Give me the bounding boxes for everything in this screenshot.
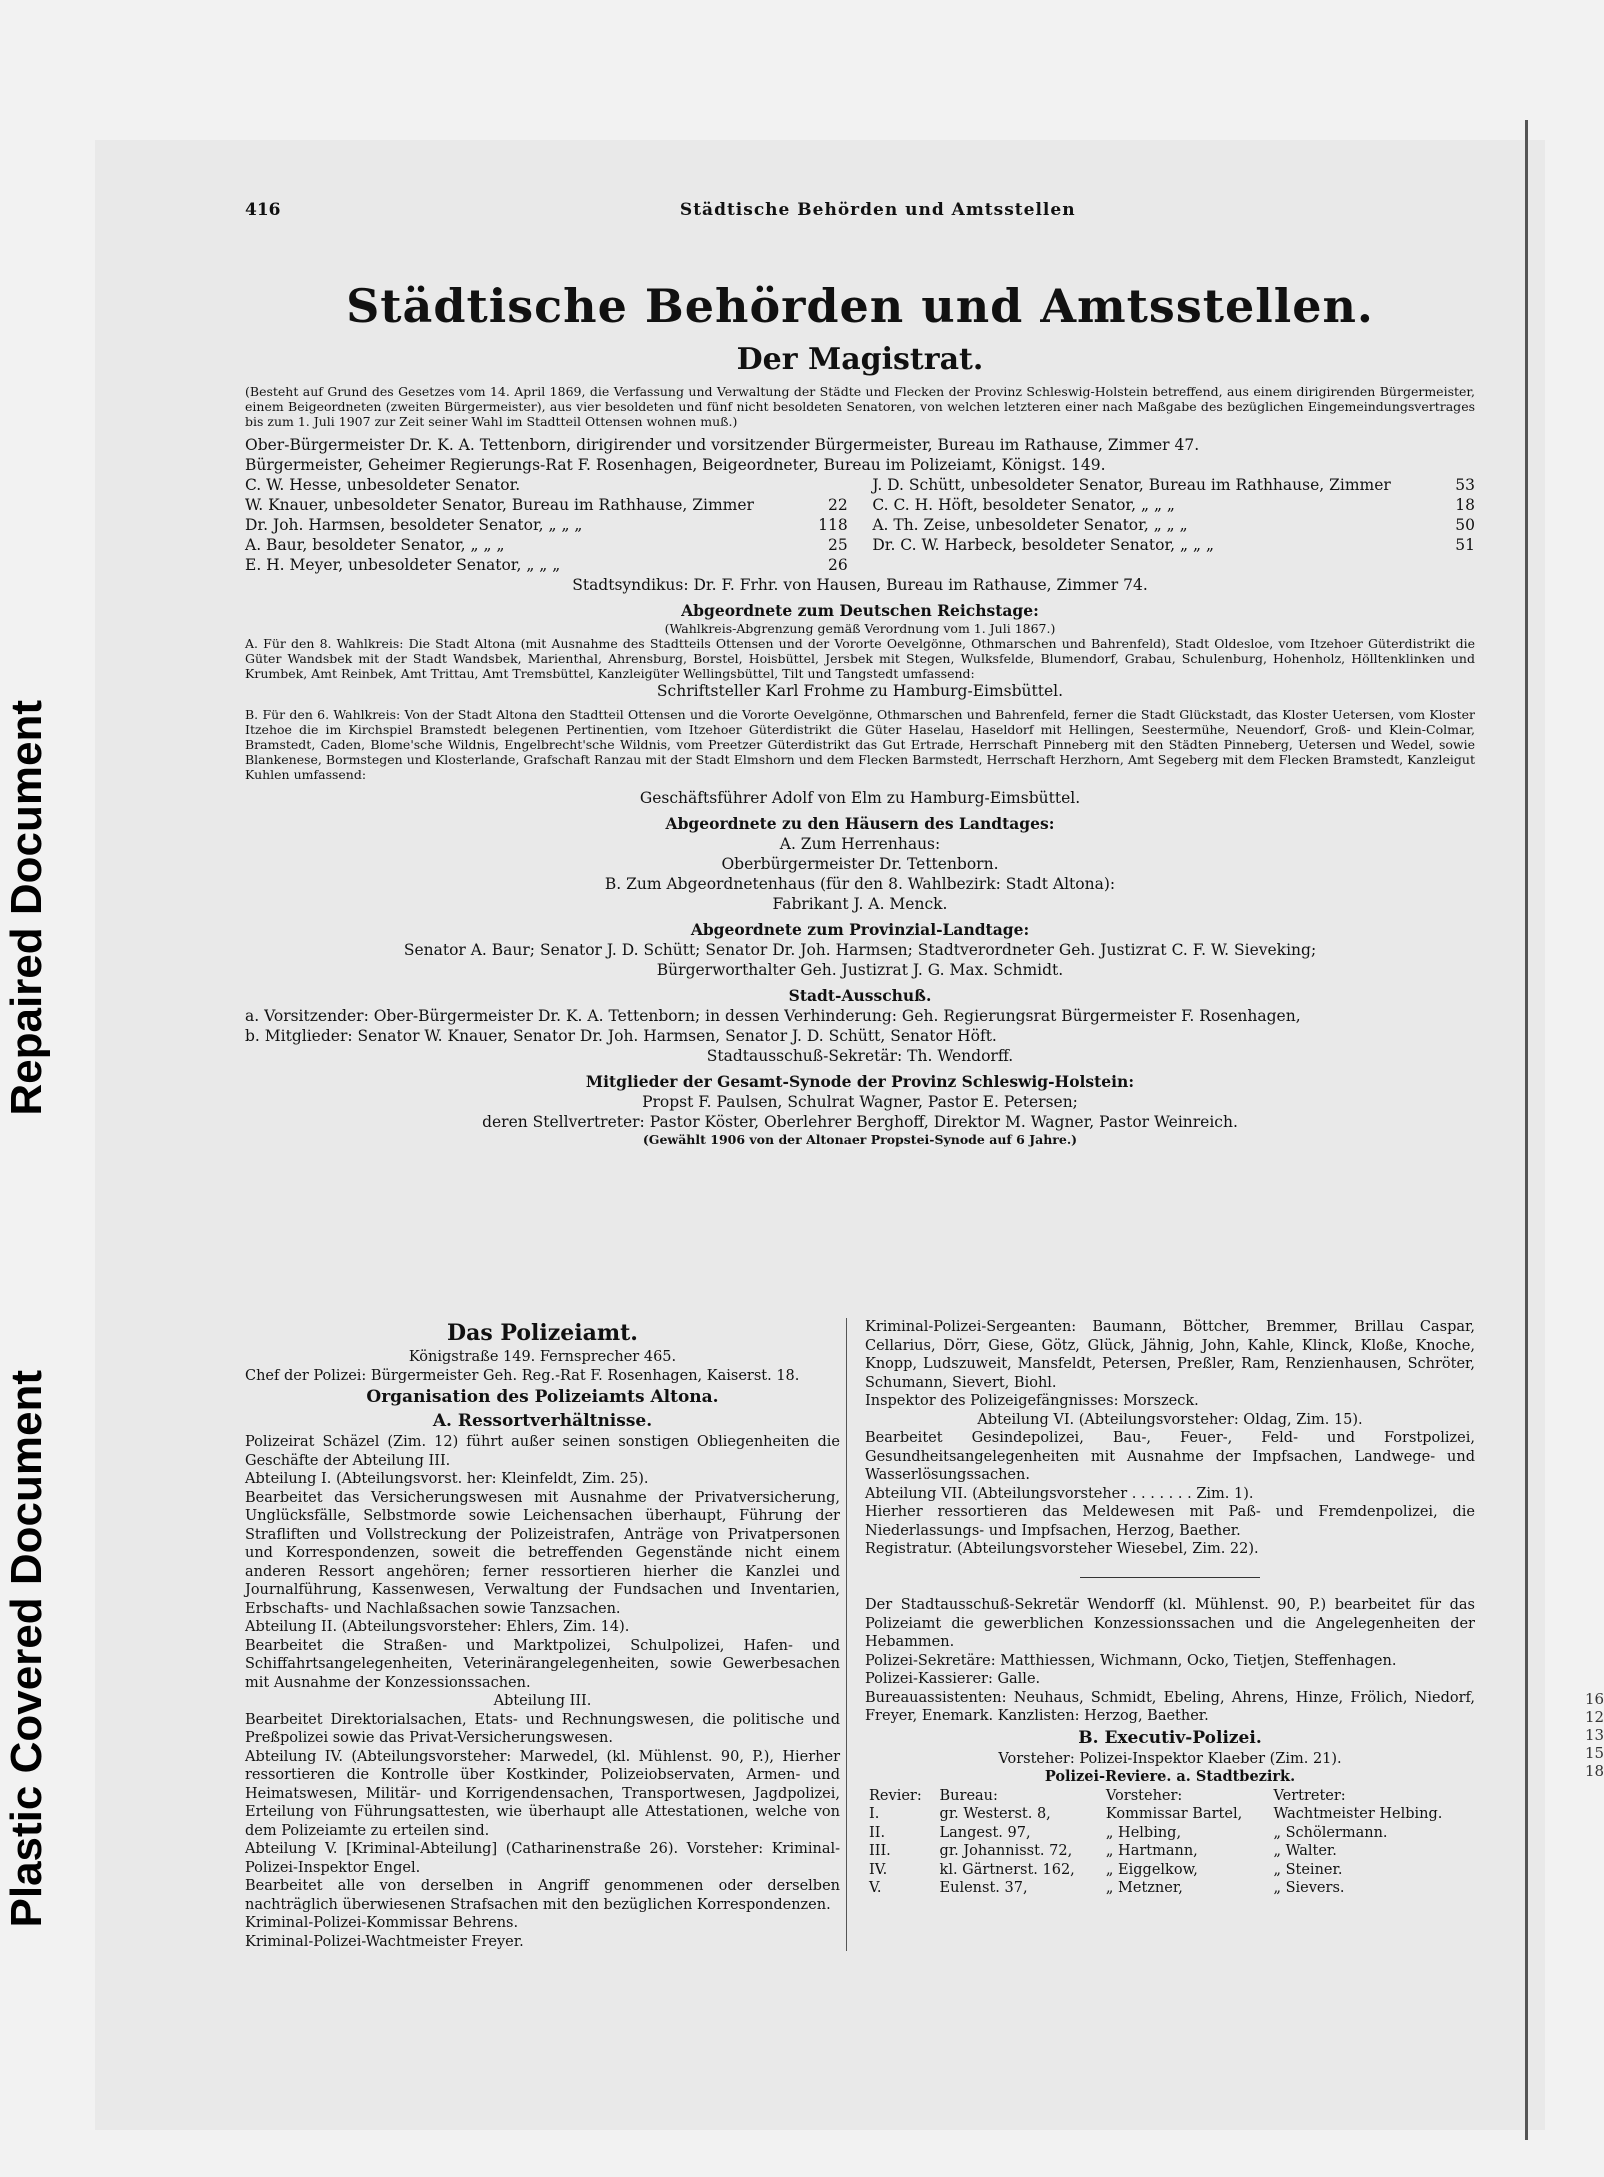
- right-paragraph: Polizei-Kassierer: Galle.: [865, 1671, 1041, 1687]
- reichstag-b-text: B. Für den 6. Wahlkreis: Von der Stadt Altona den Stadtteil Ottensen und die Vororte Oevelgönne, Othmarschen und Bahrenfeld, ferner die Stadt Glückstadt, das Kloster Uetersen, vom Kloster Itzehoe die im Kirchspiel Bramstedt belegenen Pertinentien, vom Itzehoer Güterdistrikt die Güter Haselau, Haseldorf mit Hellingen, Seestermühe, Neuendorf, Groß- und Klein-Colmar, Bramstedt, Caden, Blome'sche Wildnis, Engelbrecht'sche Wildnis, vom Preetzer Güterdistrikt das Gut Ertrade, Herrschaft Pinneberg mit den Städten Pinneberg, Uetersen und Wedel, sowie Blankenese, Bormstegen und Klosterlande, Grafschaft Ranzau mit der Stadt Elmshorn und dem Flecken Barmstedt, Herrschaft Herzhorn, Amt Segeberg mit dem Flecken Bramstedt, Kanzleigut Kuhlen umfassend:: [245, 707, 1475, 782]
- right-paragraph: Bureauassistenten: Neuhaus, Schmidt, Ebeling, Ahrens, Hinze, Frölich, Niedorf, Freyer, Enemark. Kanzlisten: Herzog, Baether.: [865, 1689, 1475, 1724]
- table-row: [865, 1824, 1475, 1843]
- margin-number: 15: [1585, 1744, 1604, 1762]
- senator-name: Dr. C. W. Harbeck, besoldeter Senator, „ „ „: [872, 536, 1214, 554]
- left-paragraph: Bearbeitet alle von derselben in Angriff genommenen oder derselben nachträglich überwiesenen Strafsachen mit den bezüglichen Korrespondenzen.: [245, 1878, 840, 1913]
- right-paragraph: Der Stadtausschuß-Sekretär Wendorff (kl. Mühlenst. 90, P.) bearbeitet für das Polizeiamt die gewerblichen Konzessionssachen und die Angelegenheiten der Hebammen.: [865, 1597, 1475, 1650]
- org-heading: Organisation des Polizeiamts Altona.: [366, 1387, 719, 1407]
- synode-heading: Mitglieder der Gesamt-Synode der Provinz Schleswig-Holstein:: [585, 1072, 1135, 1091]
- polizeiamt-heading: Das Polizeiamt.: [447, 1320, 638, 1346]
- senator-name: J. D. Schütt, unbesoldeter Senator, Bureau im Rathhause, Zimmer: [872, 476, 1391, 494]
- executiv-vorsteher: Vorsteher: Polizei-Inspektor Klaeber (Zim. 21).: [998, 1750, 1342, 1767]
- table-cell: kl. Gärtnerst. 162,: [939, 1861, 1075, 1878]
- table-cell: I.: [869, 1806, 880, 1822]
- stadtausschuss-a: a. Vorsitzender: Ober-Bürgermeister Dr. K. A. Tettenborn; in dessen Verhinderung: Geh. Regierungsrat Bürgermeister F. Rosenhagen,: [245, 1007, 1301, 1025]
- magistrat-intro: (Besteht auf Grund des Gesetzes vom 14. April 1869, die Verfassung und Verwaltung der Städte und Flecken der Provinz Schleswig-Holstein betreffend, aus einem dirigirenden Bürgermeister, einem Beigeordneten (zweiten Bürgermeister), aus vier besoldeten und fünf nicht besoldeten Senatoren, von welchen letzteren einer nach Maßgabe des bezüglichen Eingemeindungsvertrages bis zum 1. Juli 1907 zur Zeit seiner Wahl im Stadtteil Ottensen wohnen muß.): [245, 384, 1475, 429]
- table-cell: V.: [869, 1880, 882, 1896]
- table-cell: „ Helbing,: [1105, 1824, 1182, 1841]
- polizei-chef: Chef der Polizei: Bürgermeister Geh. Reg.-Rat F. Rosenhagen, Kaiserst. 18.: [245, 1367, 800, 1384]
- reviere-heading: Polizei-Reviere. a. Stadtbezirk.: [1044, 1768, 1296, 1785]
- room-number: 25: [827, 536, 848, 554]
- reichstag-a-text: A. Für den 8. Wahlkreis: Die Stadt Altona (mit Ausnahme des Stadtteils Ottensen und der Vororte Oevelgönne, Othmarschen und Bahrenfeld), Stadt Oldesloe, vom Itzehoer Güterdistrikt die Güter Wandsbek mit der Stadt Wandsbek, Marienthal, Ahrensburg, Borstel, Hoisbüttel, Jersbek mit Stegen, Wulksfelde, Blumendorf, Grabau, Schulenburg, Hohenholz, Hölltenklinken und Krumbek, Amt Reinbek, Amt Trittau, Amt Tremsbüttel, Kanzleigüter Wellingsbüttel, Tilt und Tangstedt umfassend:: [245, 636, 1475, 681]
- stadtsyndikus: Stadtsyndikus: Dr. F. Frhr. von Hausen, Bureau im Rathause, Zimmer 74.: [572, 576, 1148, 594]
- divider: [1080, 1577, 1260, 1579]
- table-cell: III.: [869, 1843, 891, 1859]
- table-row: [865, 1805, 1475, 1824]
- table-cell: „ Hartmann,: [1105, 1843, 1198, 1859]
- left-paragraph: Abteilung IV. (Abteilungsvorsteher: Marwedel, (kl. Mühlenst. 90, P.), Hierher ressortieren die Kontrolle über Kostkinder, Polizeiobservaten, Armen- und Heimatswesen, Militär- und Korrigendensachen, Transportwesen, Jagdpolizei, Erteilung von Führungsattesten, wie überhaupt alle Attestationen, welche von dem Polizeiamte zu erteilen sind.: [245, 1748, 840, 1839]
- room-number: 26: [827, 556, 848, 574]
- synode-note: (Gewählt 1906 von der Altonaer Propstei-Synode auf 6 Jahre.): [642, 1132, 1078, 1147]
- right-paragraph: Polizei-Sekretäre: Matthiessen, Wichmann, Ocko, Tietjen, Steffenhagen.: [865, 1652, 1397, 1669]
- table-row: [865, 1861, 1475, 1880]
- synode-line1: Propst F. Paulsen, Schulrat Wagner, Pastor E. Petersen;: [642, 1093, 1078, 1111]
- right-paragraph: Kriminal-Polizei-Sergeanten: Baumann, Böttcher, Bremmer, Brillau Caspar, Cellarius, Dörr, Giese, Götz, Glück, Jähnig, John, Kahle, Klinck, Kloße, Knoche, Knopp, Ludszuweit, Mansfeldt, Petersen, Preßler, Ram, Renzienhausen, Schröter, Schumann, Sievert, Biohl.: [865, 1319, 1475, 1391]
- left-paragraph: Polizeirat Schäzel (Zim. 12) führt außer seinen sonstigen Obliegenheiten die Geschäfte der Abteilung III.: [245, 1434, 840, 1469]
- provinzial-line2: Bürgerworthalter Geh. Justizrat J. G. Max. Schmidt.: [656, 961, 1064, 979]
- table-cell: Wachtmeister Helbing.: [1273, 1806, 1443, 1822]
- senator-row: [872, 475, 1475, 495]
- table-cell: Kommissar Bartel,: [1105, 1806, 1243, 1822]
- senator-name: C. W. Hesse, unbesoldeter Senator.: [245, 476, 521, 494]
- senator-row: [245, 495, 848, 515]
- reichstag-b-member: Geschäftsführer Adolf von Elm zu Hamburg-Eimsbüttel.: [639, 789, 1081, 807]
- left-paragraph: Bearbeitet die Straßen- und Marktpolizei, Schulpolizei, Hafen- und Schiffahrtsangelegenheiten, Veterinärangelegenheiten, sowie Gewerbesachen mit Ausnahme der Konzessionssachen.: [245, 1637, 840, 1691]
- room-number: 18: [1455, 496, 1475, 514]
- room-number: 22: [827, 496, 848, 514]
- landtag-a-member: Oberbürgermeister Dr. Tettenborn.: [721, 855, 999, 873]
- senator-name: C. C. H. Höft, besoldeter Senator, „ „ „: [872, 496, 1175, 514]
- provinzial-line1: Senator A. Baur; Senator J. D. Schütt; Senator Dr. Joh. Harmsen; Stadtverordneter Geh. Justizrat C. F. W. Sieveking;: [403, 941, 1317, 959]
- stadtausschuss-sekretaer: Stadtausschuß-Sekretär: Th. Wendorff.: [706, 1047, 1014, 1065]
- synode-line2: deren Stellvertreter: Pastor Köster, Oberlehrer Berghoff, Direktor M. Wagner, Pastor Weinreich.: [482, 1113, 1238, 1131]
- table-cell: IV.: [869, 1861, 888, 1878]
- table-cell: Langest. 97,: [939, 1824, 1031, 1841]
- landtag-heading: Abgeordnete zu den Häusern des Landtages:: [665, 814, 1055, 833]
- right-paragraph: Inspektor des Polizeigefängnisses: Morszeck.: [865, 1393, 1199, 1409]
- running-header: [245, 200, 1475, 220]
- senator-row: [245, 555, 848, 575]
- left-paragraph: Abteilung I. (Abteilungsvorst. her: Kleinfeldt, Zim. 25).: [245, 1471, 649, 1487]
- senator-name: W. Knauer, unbesoldeter Senator, Bureau im Rathhause, Zimmer: [245, 496, 754, 514]
- senators-right: [872, 475, 1475, 575]
- senator-row: [872, 515, 1475, 535]
- senator-row: [872, 495, 1475, 515]
- landtag-a-label: A. Zum Herrenhaus:: [779, 835, 941, 853]
- reviere-table: [865, 1787, 1475, 1898]
- polizeiamt-left-column: [245, 1318, 840, 1951]
- table-cell: gr. Westerst. 8,: [939, 1806, 1051, 1822]
- left-paragraph: Bearbeitet das Versicherungswesen mit Ausnahme der Privatversicherung, Unglücksfälle, Selbstmorde sowie Leichensachen überhaupt, Führung der Strafliften und Vollstreckung der Polizeistrafen, Anträge von Privatpersonen und Korrespondenzen, soweit die betreffenden Gegenstände nicht einem anderen Ressort angehören; ferner ressortieren hierher die Kanzlei und Journalführung, Kassenwesen, Verwaltung der Fundsachen und Inventarien, Erbschafts- und Nachlaßsachen sowie Tanzsachen.: [245, 1489, 840, 1617]
- ober-buergermeister: Ober-Bürgermeister Dr. K. A. Tettenborn, dirigirender und vorsitzender Bürgermeister, Bureau im Rathause, Zimmer 47.: [245, 436, 1200, 454]
- table-row: [865, 1842, 1475, 1861]
- polizeiamt-right-column: [846, 1318, 1475, 1951]
- right-paragraph: Hierher ressortieren das Meldewesen mit Paß- und Fremdenpolizei, die Niederlassungs- und Impfsachen, Herzog, Baether.: [865, 1504, 1475, 1539]
- senator-row: [872, 535, 1475, 555]
- margin-number: 12: [1585, 1708, 1604, 1726]
- right-paragraph: Abteilung VII. (Abteilungsvorsteher . . . . . . . Zim. 1).: [865, 1485, 1254, 1502]
- right-paragraph: Abteilung VI. (Abteilungsvorsteher: Oldag, Zim. 15).: [977, 1411, 1363, 1428]
- table-row: [865, 1879, 1475, 1898]
- table-cell: gr. Johannisst. 72,: [939, 1843, 1073, 1859]
- page-title: Städtische Behörden und Amtsstellen.: [346, 279, 1374, 333]
- reichstag-sub: (Wahlkreis-Abgrenzung gemäß Verordnung vom 1. Juli 1867.): [664, 621, 1056, 636]
- column-header: Vorsteher:: [1105, 1787, 1183, 1804]
- table-cell: „ Walter.: [1273, 1843, 1337, 1859]
- left-paragraph: Abteilung V. [Kriminal-Abteilung] (Catharinenstraße 26). Vorsteher: Kriminal-Polizei-Inspektor Engel.: [245, 1841, 840, 1876]
- repaired-document-label: Repaired Document: [2, 700, 82, 1116]
- page-number: 416: [245, 200, 281, 220]
- margin-number: 13: [1585, 1726, 1604, 1744]
- left-paragraph: Bearbeitet Direktorialsachen, Etats- und Rechnungswesen, die politische und Preßpolizei sowie das Privat-Versicherungswesen.: [245, 1711, 840, 1746]
- ressort-heading: A. Ressortverhältnisse.: [432, 1411, 653, 1431]
- left-paragraph: Kriminal-Polizei-Kommissar Behrens.: [245, 1915, 519, 1931]
- document-body: [245, 200, 1475, 1147]
- right-paragraph: Bearbeitet Gesindepolizei, Bau-, Feuer-, Feld- und Forstpolizei, Gesundheitsangelegenheiten mit Ausnahme der Impfsachen, Landwege- und Wasserlösungssachen.: [865, 1430, 1475, 1483]
- senator-row: [245, 515, 848, 535]
- table-cell: „ Sievers.: [1273, 1880, 1345, 1896]
- landtag-b-label: B. Zum Abgeordnetenhaus (für den 8. Wahlbezirk: Stadt Altona):: [604, 875, 1116, 893]
- senators: [245, 475, 1475, 575]
- senator-name: A. Baur, besoldeter Senator, „ „ „: [245, 536, 505, 554]
- column-header: Vertreter:: [1273, 1787, 1346, 1804]
- senator-name: E. H. Meyer, unbesoldeter Senator, „ „ „: [245, 556, 561, 574]
- reichstag-a-member: Schriftsteller Karl Frohme zu Hamburg-Eimsbüttel.: [656, 682, 1064, 700]
- provinzial-heading: Abgeordnete zum Provinzial-Landtage:: [690, 920, 1030, 939]
- senator-name: Dr. Joh. Harmsen, besoldeter Senator, „ „ „: [245, 516, 583, 534]
- room-number: 53: [1455, 476, 1475, 494]
- room-number: 118: [818, 516, 848, 534]
- margin-number: 16: [1585, 1690, 1604, 1708]
- senator-name: A. Th. Zeise, unbesoldeter Senator, „ „ „: [872, 516, 1188, 534]
- room-number: 50: [1455, 516, 1475, 534]
- stadtausschuss-b: b. Mitglieder: Senator W. Knauer, Senator Dr. Joh. Harmsen, Senator J. D. Schütt, Senator Höft.: [245, 1027, 997, 1045]
- margin-numbers: [1585, 1690, 1604, 1780]
- table-cell: „ Schölermann.: [1273, 1824, 1388, 1841]
- executiv-heading: B. Executiv-Polizei.: [1078, 1727, 1262, 1748]
- plastic-covered-label: Plastic Covered Document: [2, 1370, 82, 1928]
- room-number: 51: [1455, 536, 1475, 554]
- polizeiamt-address: Königstraße 149. Fernsprecher 465.: [408, 1349, 677, 1365]
- table-cell: „ Steiner.: [1273, 1861, 1343, 1878]
- page-edge-rule: [1525, 120, 1528, 2140]
- left-paragraph: Kriminal-Polizei-Wachtmeister Freyer.: [245, 1933, 524, 1950]
- table-cell: „ Metzner,: [1105, 1880, 1183, 1896]
- column-header: Bureau:: [939, 1787, 998, 1804]
- senators-left: [245, 475, 848, 575]
- table-cell: II.: [869, 1824, 886, 1841]
- buergermeister: Bürgermeister, Geheimer Regierungs-Rat F. Rosenhagen, Beigeordneter, Bureau im Polizeiamt, Königst. 149.: [245, 456, 1106, 474]
- margin-number: 18: [1585, 1762, 1604, 1780]
- column-header: Revier:: [869, 1787, 922, 1804]
- left-paragraph: Abteilung II. (Abteilungsvorsteher: Ehlers, Zim. 14).: [245, 1619, 630, 1635]
- left-paragraph: Abteilung III.: [493, 1693, 592, 1709]
- table-cell: Eulenst. 37,: [939, 1880, 1028, 1896]
- senator-row: [245, 535, 848, 555]
- polizeiamt-columns: [245, 1318, 1475, 1951]
- reichstag-heading: Abgeordnete zum Deutschen Reichstage:: [681, 601, 1039, 620]
- stadtausschuss-heading: Stadt-Ausschuß.: [788, 986, 932, 1005]
- magistrat-heading: Der Magistrat.: [736, 342, 984, 377]
- table-cell: „ Eiggelkow,: [1105, 1861, 1198, 1878]
- running-title: Städtische Behörden und Amtsstellen: [679, 200, 1076, 220]
- senator-row: [245, 475, 848, 495]
- right-paragraph: Registratur. (Abteilungsvorsteher Wiesebel, Zim. 22).: [865, 1541, 1259, 1557]
- table-header-row: [865, 1787, 1475, 1806]
- landtag-b-member: Fabrikant J. A. Menck.: [772, 895, 948, 913]
